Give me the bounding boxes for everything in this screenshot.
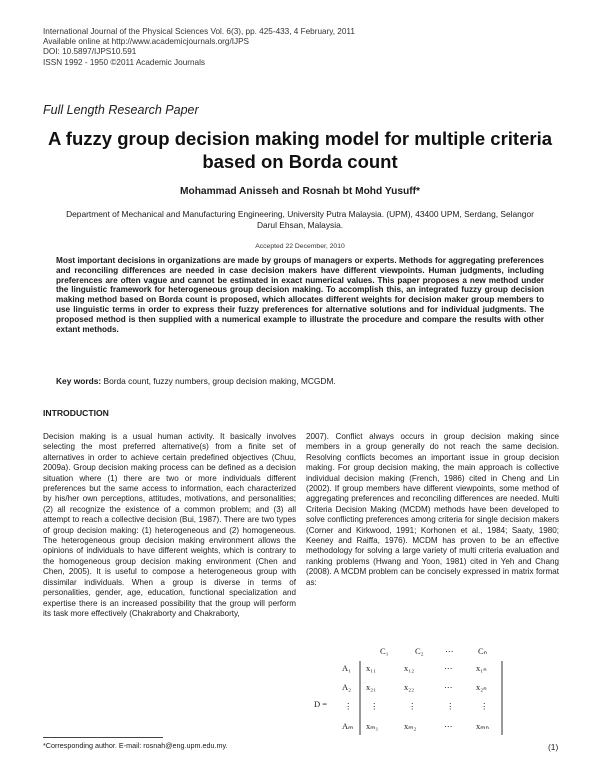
matrix-row-header: ⋮ <box>344 701 353 711</box>
keywords <box>56 376 544 386</box>
equation-number: (1) <box>548 742 559 752</box>
matrix-cell: ⋮ <box>480 701 489 711</box>
paper-authors: Mohammad Anisseh and Rosnah bt Mohd Yusuff* <box>180 186 420 197</box>
matrix-col-header: C₂ <box>415 646 424 656</box>
matrix-cell: ⋮ <box>446 701 455 711</box>
matrix-col-header: ⋯ <box>445 646 454 656</box>
matrix-row-header: A₁ <box>342 663 352 673</box>
matrix-cell: x₂₂ <box>404 682 415 692</box>
decision-matrix-equation <box>306 645 564 741</box>
body-column-left: Decision making is a usual human activity. It basically involves selecting the most preferred alternative(s) from a finite set of alternatives in order to achieve certain predefined objectives (Chuu, 2009a). Group decision making process can be defined as a decision situation where (1) there are two or more individuals different preferences but the same access to information, each characterized by his/her own perceptions, attitudes, motivations, and personalities; (2) all recognize the existence of a common problem; and (3) all attempt to reach a collective decision (Bui, 1987). There are two types of group decision making: (1) heterogeneous and (2) homogeneous. The heterogeneous group decision making environment allows the opinions of individuals to have different weights, which is contrary to the homogeneous group decision making environment (Chen and Chen, 2005). It is useful to compose a heterogeneous group with dissimilar individuals. When a group is diverse in terms of personalities, gender, age, education, functional specialization and expertise there is an increased possibility that the group will perform its task more effectively (Chakraborty and Chakraborty, <box>43 432 296 618</box>
author-affiliation: Department of Mechanical and Manufacturing Engineering, University Putra Malaysia. (UPM), 43400 UPM, Serdang, Selangor Darul Ehsan, Malaysia. <box>66 209 534 230</box>
matrix-cell: x₂ₙ <box>476 682 487 692</box>
abstract: Most important decisions in organizations are made by groups of managers or experts. Methods for aggregating preferences and reconciling differences are needed in case decision makers have different viewpoints. Human judgments, including preferences are often vague and cannot be estimated in exact numerical values. This paper proposes a new method under the linguistic framework for heterogeneous group decision making. To accomplish this, an integrated fuzzy group decision making method based on Borda count is proposed, which allocates different weights for decision maker group members to use linguistic terms in order to express their fuzzy preferences for alternative solutions and for individual judgments. The proposed method is then supplied with a numerical example to illustrate the procedure and compare the results with other extant methods. <box>56 256 544 334</box>
journal-url[interactable]: Available online at http://www.academicjournals.org/IJPS <box>43 37 250 47</box>
equation-lhs: D = <box>314 699 328 709</box>
matrix-row-header: A₂ <box>342 682 352 692</box>
paper-title: A fuzzy group decision making model for multiple criteria based on Borda count <box>47 128 553 172</box>
matrix-row-header: Aₘ <box>342 721 354 731</box>
matrix-cell: ⋮ <box>408 701 417 711</box>
keywords-text: Borda count, fuzzy numbers, group decision making, MCGDM. <box>103 376 336 386</box>
paper-type: Full Length Research Paper <box>43 103 199 117</box>
matrix-cell: x₁₂ <box>404 663 415 673</box>
matrix-cell: x₂₁ <box>366 682 377 692</box>
matrix-cell: ⋯ <box>444 663 453 673</box>
matrix-col-header: C₁ <box>380 646 389 656</box>
matrix-cell: x₁ₙ <box>476 663 487 673</box>
journal-header <box>43 27 563 68</box>
matrix-cell: xₘₙ <box>476 721 489 731</box>
body-column-right: 2007). Conflict always occurs in group decision making since members in a group generally do not reach the same decision. Resolving conflicts becomes an important issue in group decision making. For group decision making, the main approach is collective individual decision making (French, 1986) cited in Cheng and Lin (2002). If group members have different viewpoints, some method of aggregating preferences and reconciling differences are needed. Multi Criteria Decision Making (MCDM) methods have been developed to solve conflicting preferences among criteria for single decision makers (Corner and Kirkwood, 1991; Korhonen et al., 1984; Saaty, 1980; Keeney and Raiffa, 1976). MCDM has proven to be an effective methodology for solving a large variety of multi criteria evaluation and ranking problems (Hwang and Yoon, 1981) cited in Yeh and Chang (2008). A MCDM problem can be concisely expressed in matrix format as: <box>306 432 559 587</box>
accepted-date: Accepted 22 December, 2010 <box>255 243 345 250</box>
matrix-cell: ⋯ <box>444 682 453 692</box>
journal-issn: ISSN 1992 - 1950 ©2011 Academic Journals <box>43 57 205 67</box>
matrix-cell: xₘ₂ <box>404 721 417 731</box>
section-heading-introduction: INTRODUCTION <box>43 408 109 418</box>
journal-citation: International Journal of the Physical Sciences Vol. 6(3), pp. 425-433, 4 February, 2011 <box>43 27 355 36</box>
corresponding-author-footnote: *Corresponding author. E-mail: rosnah@eng.upm.edu.my. <box>43 741 228 750</box>
matrix-cell: ⋯ <box>444 721 453 731</box>
matrix-cell: x₁₁ <box>366 663 377 673</box>
keywords-label: Key words: <box>56 376 102 386</box>
matrix-cell: ⋮ <box>370 701 379 711</box>
matrix-cell: xₘ₁ <box>366 721 379 731</box>
footnote-divider <box>43 737 163 738</box>
matrix-col-header: Cₙ <box>478 646 488 656</box>
journal-doi: DOI: 10.5897/IJPS10.591 <box>43 47 137 57</box>
